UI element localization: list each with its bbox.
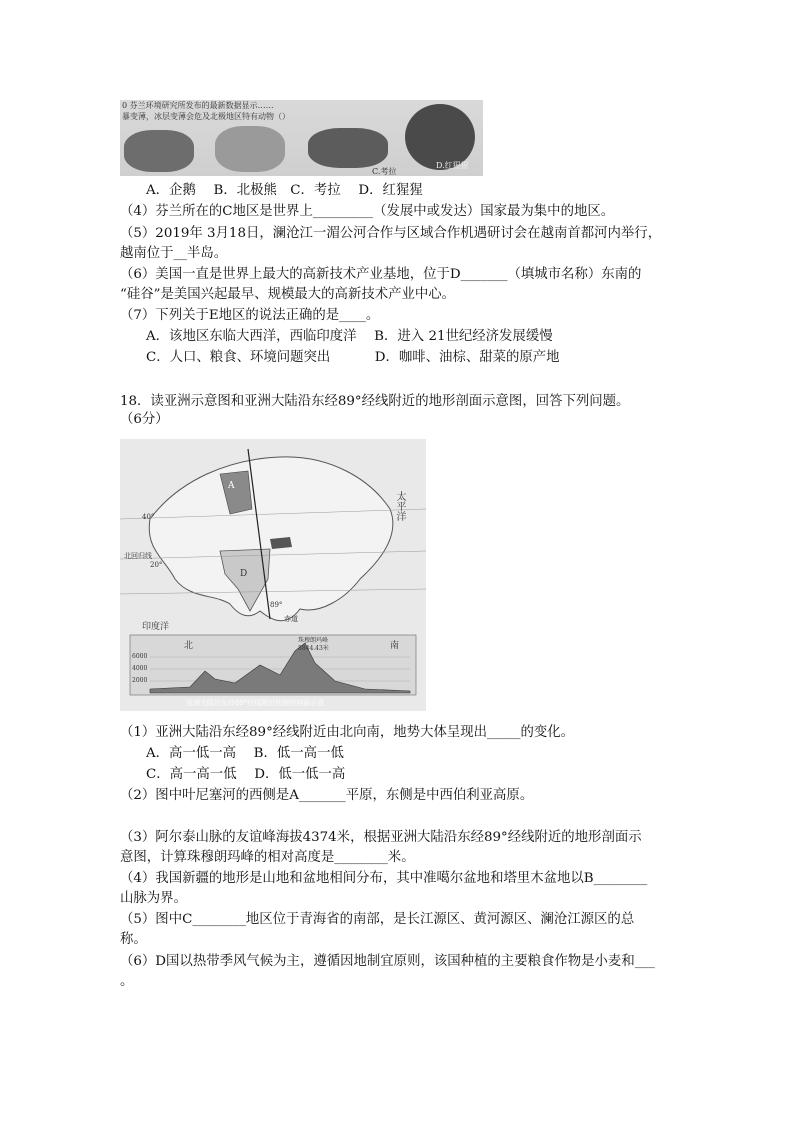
pacific-label: 太平洋 (394, 491, 405, 521)
lat-40-label: 40° (142, 513, 155, 521)
photo-caption-2: 暴变薄，冰层变薄会危及北极地区特有动物（） (122, 112, 290, 121)
north-label: 北 (184, 641, 194, 651)
elev-6000: 6000 (132, 653, 148, 660)
q17-7-options-cd: C．人口、粮食、环境问题突出 D．咖啡、油棕、甜菜的原产地 (146, 350, 560, 365)
q18-6-line1: （6）D国以热带季风气候为主，遵循因地制宜原则，该国种植的主要粮食作物是小麦和___ (120, 954, 655, 969)
q17-6-line1: （6）美国一直是世界上最大的高新技术产业基地，位于D_______（填城市名称）东南的 (120, 267, 642, 282)
lon-89-label: 89° (270, 601, 283, 609)
everest-label: 珠穆朗玛峰 (298, 637, 329, 644)
q18-1-options-cd: C．高一高一低 D．低一低一高 (146, 767, 346, 782)
q17-6-line2: “硅谷”是美国兴起最早、规模最大的高新技术产业中心。 (120, 287, 456, 302)
label-a: A (228, 481, 235, 491)
q18-1: （1）亚洲大陆沿东经89°经线附近由北向南，地势大体呈现出_____的变化。 (120, 725, 575, 740)
equator-label: 赤道 (284, 615, 298, 623)
q18-3-line1: （3）阿尔泰山脉的友谊峰海拔4374米，根据亚洲大陆沿东经89°经线附近的地形剖面示 (120, 830, 642, 845)
label-d: D (240, 569, 248, 579)
q18-2: （2）图中叶尼塞河的西侧是A_______平原，东侧是中西伯利亚高原。 (120, 788, 534, 803)
asia-map-drawing (120, 439, 426, 711)
profile-caption: 亚洲大陆沿东经89°经线附近的地形剖面示意 (186, 699, 325, 707)
asia-map-figure (120, 439, 426, 711)
south-label: 南 (390, 641, 400, 651)
q18-4-line1: （4）我国新疆的地形是山地和盆地相间分布，其中准噶尔盆地和塔里木盆地以B________ (120, 871, 648, 886)
q18-1-options-ab: A．高一低一高 B．低一高一低 (146, 746, 344, 761)
q18-5-line2: 称。 (120, 932, 147, 947)
photo-caption-1: 0 芬兰环境研究所发布的最新数据显示…… (122, 101, 274, 110)
q18-3-line2: 意图，计算珠穆朗玛峰的相对高度是________米。 (120, 850, 415, 865)
elev-4000: 4000 (132, 665, 148, 672)
q18-6-line2: 。 (120, 974, 134, 989)
tropic-label: 北回归线 (124, 552, 152, 560)
lat-20-label: 20° (150, 561, 163, 569)
label-c: C.考拉 (372, 167, 397, 176)
elev-2000: 2000 (132, 677, 148, 684)
q17-3-options: A．企鹅 B．北极熊 C．考拉 D．红猩猩 (146, 183, 423, 198)
q17-5-line2: 越南位于__半岛。 (120, 246, 228, 261)
penguin-photo (124, 130, 194, 172)
animal-photos (120, 100, 483, 176)
indian-ocean-label: 印度洋 (142, 622, 170, 632)
q18-title-line1: 18．读亚洲示意图和亚洲大陆沿东经89°经线附近的地形剖面示意图，回答下列问题。 (120, 394, 630, 409)
q17-5-line1: （5）2019年 3月18日，澜沧江一湄公河合作与区域合作机遇研讨会在越南首都河内举行， (120, 226, 662, 241)
koala-photo (308, 128, 388, 168)
label-d: D.红猩猩 (436, 161, 469, 170)
q17-7-options-ab: A．该地区东临大西洋，西临印度洋 B．进入 21世纪经济发展缓慢 (146, 329, 553, 344)
everest-height: 8844.43米 (298, 645, 329, 652)
q18-4-line2: 山脉为界。 (120, 891, 187, 906)
q17-4: （4）芬兰所在的C地区是世界上_________（发展中或发达）国家最为集中的地区。 (120, 204, 615, 219)
q17-7: （7）下列关于E地区的说法正确的是____。 (120, 308, 380, 323)
q18-title-line2: （6分） (120, 412, 169, 427)
polar-bear-photo (215, 126, 285, 172)
q18-5-line1: （5）图中C________地区位于青海省的南部，是长江源区、黄河源区、澜沧江源区的总 (120, 912, 635, 927)
